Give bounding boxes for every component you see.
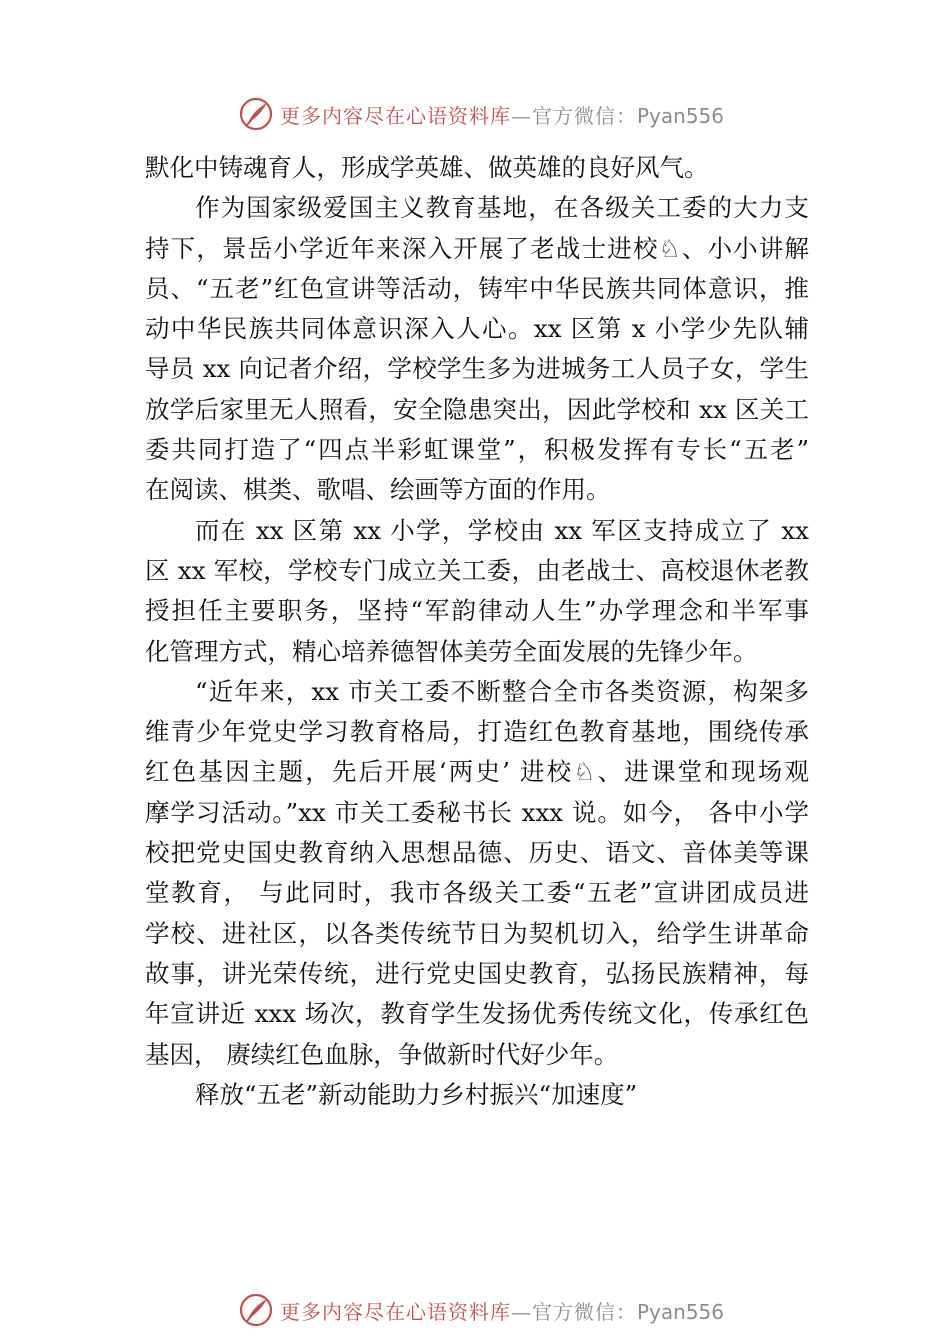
quill-pen-circle-icon — [238, 1292, 274, 1328]
footer-wechat-label: 官方微信： — [532, 1299, 637, 1324]
quill-pen-circle-icon — [238, 96, 274, 132]
footer-brand: 更多内容尽在心语资料库 — [280, 1299, 511, 1324]
text-line: 故事，讲光荣传统，进行党史国史教育，弘扬民族精神，每 — [145, 958, 809, 988]
text-line: 默化中铸魂育人，形成学英雄、做英雄的良好风气。 — [145, 153, 709, 182]
text-line: 授担任主要职务，坚持“军韵律动人生”办学理念和半军事 — [145, 596, 809, 626]
text-line: 作为国家级爱国主义教育基地，在各级关工委的大力支 — [195, 193, 809, 223]
document-body — [145, 148, 809, 1115]
text-line: 导员 xx 向记者介绍，学校学生多为进城务工人员子女，学生 — [145, 354, 809, 384]
footer-separator: — — [511, 1299, 532, 1324]
text-line: 红色基因主题，先后开展‘两史’ 进校♘、进课堂和现场观 — [145, 757, 809, 787]
header-wechat-label: 官方微信： — [532, 103, 637, 128]
header-separator: — — [511, 103, 532, 128]
text-line: 放学后家里无人照看，安全隐患突出，因此学校和 xx 区关工 — [145, 394, 809, 424]
text-line: 员、“五老”红色宣讲等活动，铸牢中华民族共同体意识，推 — [145, 273, 809, 303]
footer-wechat-account: Pyan556 — [637, 1299, 725, 1324]
text-line: 动中华民族共同体意识深入人心。xx 区第 x 小学少先队辅 — [145, 314, 809, 344]
text-line: 在阅读、棋类、歌唱、绘画等方面的作用。 — [145, 475, 611, 505]
page-header-banner — [238, 94, 724, 134]
text-line: 而在 xx 区第 xx 小学，学校由 xx 军区支持成立了 xx — [195, 515, 809, 545]
footer-text — [280, 1296, 724, 1325]
text-line: 基因， 赓续红色血脉，争做新时代好少年。 — [145, 1039, 619, 1069]
text-line: 堂教育， 与此同时，我市各级关工委“五老”宣讲团成员进 — [145, 878, 809, 908]
header-brand: 更多内容尽在心语资料库 — [280, 103, 511, 128]
text-line: 持下，景岳小学近年来深入开展了老战士进校♘、小小讲解 — [145, 233, 809, 263]
text-line: 校把党史国史教育纳入思想品德、历史、语文、音体美等课 — [145, 838, 809, 868]
text-line: 化管理方式，精心培养德智体美劳全面发展的先锋少年。 — [145, 636, 758, 666]
header-text — [280, 100, 724, 129]
text-line: 摩学习活动。”xx 市关工委秘书长 xxx 说。如今， 各中小学 — [145, 797, 809, 827]
text-line: 学校、进社区，以各类传统节日为契机切入，给学生讲革命 — [145, 918, 809, 948]
header-wechat-account: Pyan556 — [637, 103, 725, 128]
text-line: 区 xx 军校，学校专门成立关工委，由老战士、高校退休老教 — [145, 555, 809, 585]
text-line: 年宣讲近 xxx 场次，教育学生发扬优秀传统文化，传承红色 — [145, 999, 809, 1029]
text-line: “近年来，xx 市关工委不断整合全市各类资源，构架多 — [195, 676, 809, 706]
text-line: 维青少年党史学习教育格局，打造红色教育基地，围绕传承 — [145, 717, 809, 747]
text-line: 委共同打造了“四点半彩虹课堂”，积极发挥有专长“五老” — [145, 435, 809, 465]
text-line: 释放“五老”新动能助力乡村振兴“加速度” — [195, 1079, 638, 1109]
page-footer-banner — [238, 1290, 724, 1330]
